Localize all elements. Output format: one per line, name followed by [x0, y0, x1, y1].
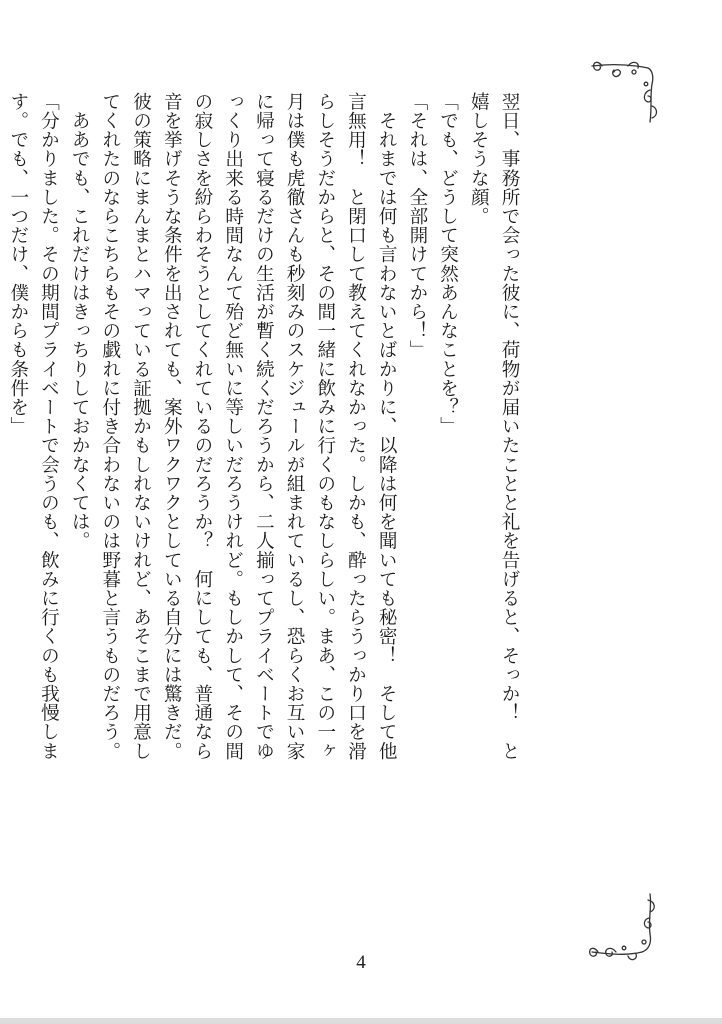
- text-line: す。でも、一つだけ、僕からも条件を」: [7, 92, 29, 436]
- text-line: 「分かりました。その期間プライベートで会うのも、飲みに行くのも我慢しま: [38, 92, 60, 761]
- text-line: てくれたのならこちらもその戯れに付き合わないのは野暮と言うものだろう。: [99, 92, 121, 761]
- text-line: 嬉しそうな顔。: [468, 92, 490, 226]
- text-line: 翌日、事務所で会った彼に、荷物が届いたことと礼を告げると、そっか！ と: [499, 92, 520, 761]
- text-line: 音を挙げそうな条件を出されても、案外ワクワクとしている自分には驚きだ。: [161, 92, 183, 761]
- vertical-body-text: [7, 92, 524, 932]
- text-line: 「それは、全部開けてから！」: [406, 92, 428, 360]
- text-line: 彼の策略にまんまとハマっている証拠かもしれないけれど、あそこまで用意し: [130, 92, 152, 761]
- text-line: ああでも、これだけはきっちりしておかなくては。: [69, 92, 91, 551]
- text-line: に帰って寝るだけの生活が暫く続くだろうから、二人揃ってプライベートでゆ: [253, 92, 275, 761]
- text-line: っくり出来る時間なんて殆ど無いに等しいだろうけれど。もしかして、その間: [222, 92, 244, 761]
- corner-flourish-top-right: [588, 56, 660, 128]
- text-line: らしそうだからと、その間一緒に飲みに行くのもなしらしい。まあ、この一ヶ: [314, 92, 336, 761]
- page-number: 4: [356, 952, 366, 973]
- text-line: 言無用！ と閉口して教えてくれなかった。しかも、酔ったらうっかり口を滑: [345, 92, 367, 761]
- text-line: の寂しさを紛らわそうとしてくれているのだろうか？ 何にしても、普通なら: [191, 92, 213, 761]
- text-line: それまでは何も言わないとばかりに、以降は何を聞いても秘密！ そして他: [376, 92, 398, 761]
- page-bottom-edge: [0, 1018, 722, 1024]
- text-line: 月は僕も虎徹さんも秒刻みのスケジュールが組まれているし、恐らくお互い家: [284, 92, 306, 761]
- text-line: 「でも、どうして突然あんなことを？」: [437, 92, 459, 436]
